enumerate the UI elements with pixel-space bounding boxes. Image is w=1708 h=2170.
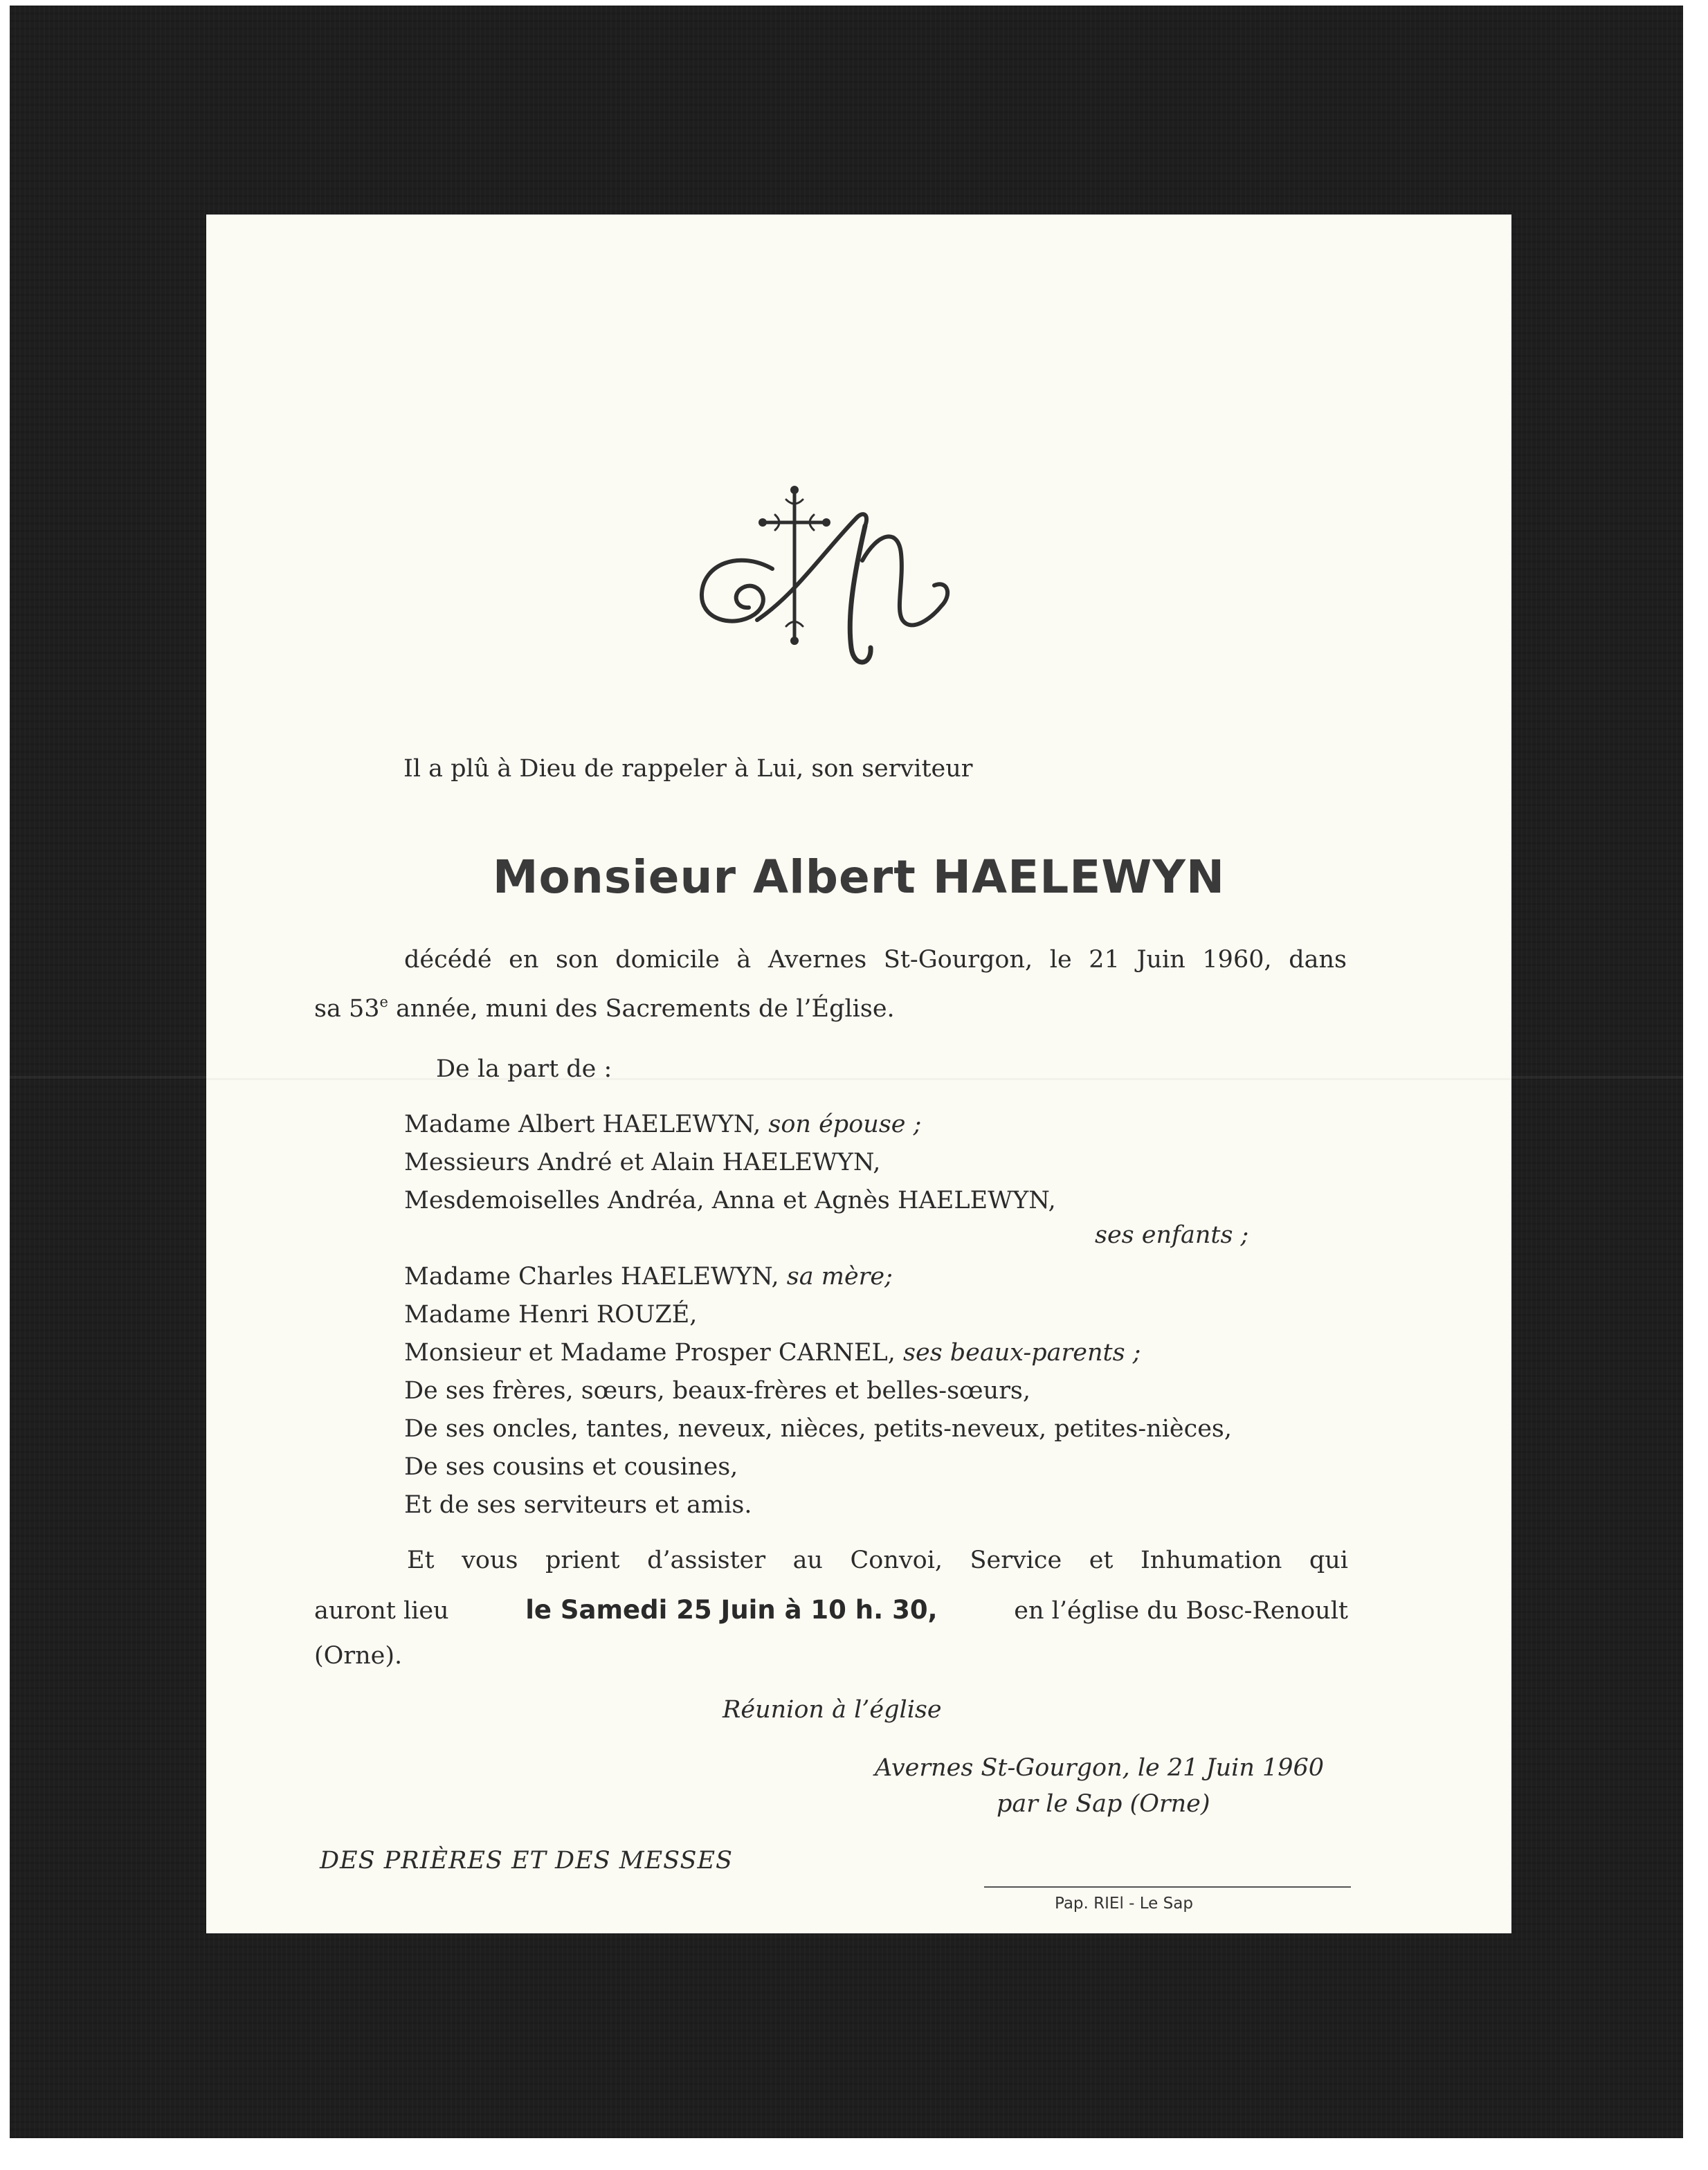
family-line-inlaws bbox=[404, 1341, 1141, 1365]
age-rest: année, muni des Sacrements de l’Église. bbox=[388, 995, 895, 1023]
printer-credit: Pap. RIEl - Le Sap bbox=[1055, 1895, 1193, 1913]
age-prefix: sa 53 bbox=[314, 995, 380, 1023]
meeting-note: Réunion à l’église bbox=[723, 1696, 942, 1724]
death-notice-card bbox=[206, 215, 1511, 1933]
family-line-sons: Messieurs André et Alain HAELEWYN, bbox=[404, 1149, 881, 1176]
death-notice-line-1: décédé en son domicile à Avernes St-Gourgon, le 21 Juin 1960, dans bbox=[404, 946, 1347, 974]
family-line-friends: Et de ses serviteurs et amis. bbox=[404, 1491, 752, 1519]
service-date-time: le Samedi 25 Juin à 10 h. 30, bbox=[525, 1595, 938, 1625]
invitation-line-2 bbox=[314, 1597, 1348, 1623]
children-relation: ses enfants ; bbox=[1095, 1221, 1249, 1249]
place-date-line-2: par le Sap (Orne) bbox=[997, 1790, 1210, 1818]
wife-relation: son épouse ; bbox=[768, 1111, 922, 1138]
card-crease bbox=[206, 1078, 1511, 1080]
family-line-rouze: Madame Henri ROUZÉ, bbox=[404, 1301, 698, 1329]
family-line-siblings: De ses frères, sœurs, beaux-frères et belles-sœurs, bbox=[404, 1377, 1031, 1405]
invitation-suffix: en l’église du Bosc-Renoult bbox=[1014, 1597, 1348, 1625]
wife-name: Madame Albert HAELEWYN, bbox=[404, 1111, 761, 1138]
cross-and-letter-m-monogram-icon bbox=[691, 484, 961, 671]
family-line-daughters: Mesdemoiselles Andréa, Anna et Agnès HAELEWYN, bbox=[404, 1187, 1056, 1214]
inlaws-name: Monsieur et Madame Prosper CARNEL, bbox=[404, 1339, 896, 1367]
inlaws-relation: ses beaux-parents ; bbox=[903, 1339, 1141, 1367]
mother-name: Madame Charles HAELEWYN, bbox=[404, 1263, 779, 1291]
printer-divider bbox=[984, 1886, 1351, 1888]
age-ordinal-superscript: e bbox=[379, 994, 388, 1010]
invitation-prefix: auront lieu bbox=[314, 1597, 449, 1625]
family-heading: De la part de : bbox=[436, 1055, 612, 1083]
family-line-wife bbox=[404, 1113, 921, 1137]
family-line-uncles: De ses oncles, tantes, neveux, nièces, petits-neveux, petites-nièces, bbox=[404, 1415, 1232, 1443]
invitation-line-3: (Orne). bbox=[314, 1642, 403, 1670]
deceased-name-title: Monsieur Albert HAELEWYN bbox=[492, 850, 1226, 904]
intro-line: Il a plû à Dieu de rappeler à Lui, son serviteur bbox=[403, 755, 973, 783]
death-notice-line-2 bbox=[314, 995, 895, 1021]
place-date-line: Avernes St-Gourgon, le 21 Juin 1960 bbox=[875, 1754, 1325, 1782]
mother-relation: sa mère; bbox=[786, 1263, 893, 1291]
invitation-line-1: Et vous prient d’assister au Convoi, Service et Inhumation qui bbox=[407, 1547, 1348, 1574]
family-line-cousins: De ses cousins et cousines, bbox=[404, 1453, 738, 1481]
prayers-request: DES PRIÈRES ET DES MESSES bbox=[320, 1847, 733, 1875]
family-line-mother bbox=[404, 1265, 893, 1289]
